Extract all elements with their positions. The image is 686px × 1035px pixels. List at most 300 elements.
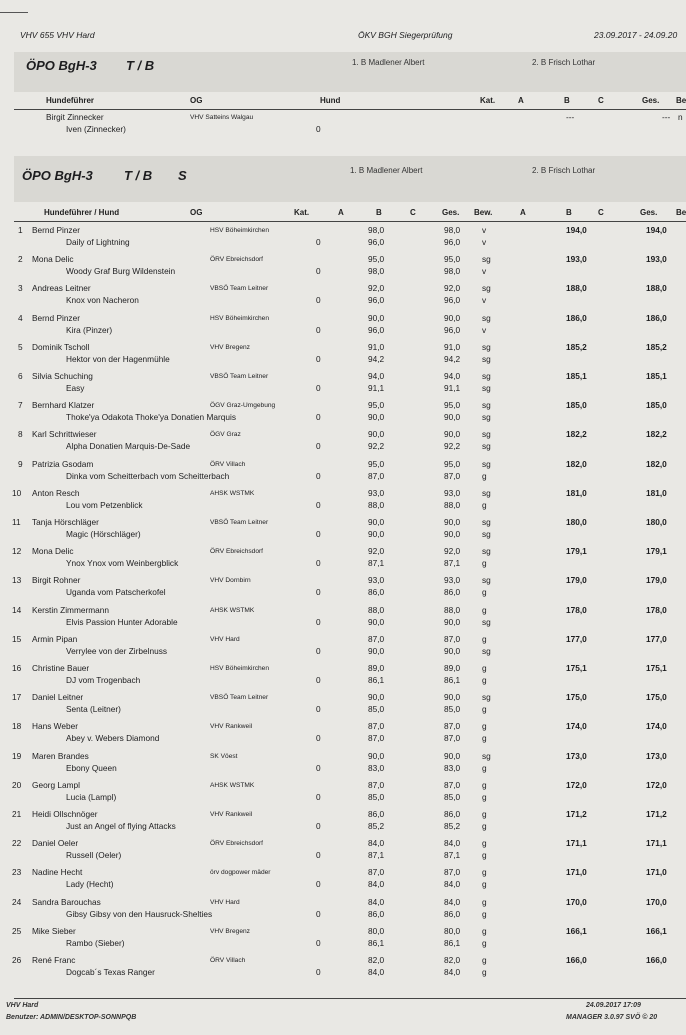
entry-rating-2: v [482,325,487,335]
s2-col-og: OG [190,208,203,217]
entry-rank: 17 [12,692,22,702]
entry-rating-1: sg [482,254,491,264]
entry-b-score-1: 87,0 [368,780,385,790]
header-club: VHV 655 VHV Hard [20,30,95,40]
entry-rating-2: g [482,879,487,889]
entry-b-score-2: 86,0 [368,909,385,919]
entry-b-score-1: 90,0 [368,429,385,439]
entry-dog: Uganda vom Patscherkofel [66,587,166,597]
entry-b-score-1: 88,0 [368,605,385,615]
entry-row-handler [14,517,686,527]
entry-dog: Alpha Donatien Marquis-De-Sade [66,441,191,451]
entry-row-handler [14,634,686,644]
entry-row-dog [14,938,686,948]
entry-sum-b: 181,0 [566,488,587,498]
entry-b-score-1: 84,0 [368,897,385,907]
entry-row-dog [14,529,686,539]
entry-sum-b: 177,0 [566,634,587,644]
footer-club: VHV Hard [6,1002,39,1009]
entry-handler: René Franc [32,955,76,965]
section1-judge1: 1. B Madlener Albert [352,58,425,67]
entry-b-score-1: 98,0 [368,225,385,235]
entry-category: 0 [316,850,321,860]
entry-rating-1: sg [482,751,491,761]
entry-b-score-1: 90,0 [368,313,385,323]
entry-handler: Mona Delic [32,254,74,264]
entry-category: 0 [316,675,321,685]
entry-row-handler [14,867,686,877]
entry-total-score-2: 83,0 [444,763,461,773]
entry-total-score-1: 90,0 [444,751,461,761]
entry-rank: 11 [12,517,21,527]
section2-flag: S [178,168,187,183]
entry-b-score-2: 83,0 [368,763,385,773]
entry-sum-b: 178,0 [566,605,587,615]
entry-club: VHV Bregenz [210,928,250,935]
entry-sum-total: 175,1 [646,663,667,673]
entry-row-dog [14,850,686,860]
entry-rank: 5 [18,342,23,352]
entry-total-score-1: 91,0 [444,342,461,352]
entry-sum-total: 173,0 [646,751,667,761]
entry-b-score-1: 90,0 [368,751,385,761]
entry-rank: 2 [18,254,23,264]
entry-total-score-2: 90,0 [444,617,461,627]
entry-row-handler [14,955,686,965]
entry-rating-1: sg [482,517,491,527]
entry-sum-b: 194,0 [566,225,587,235]
entry-total-score-2: 86,1 [444,675,461,685]
entry-sum-b: 179,1 [566,546,587,556]
entry-rating-2: sg [482,412,491,422]
section1-rule [14,109,686,110]
entry-sum-total: 182,2 [646,429,667,439]
entry-dog: Lou vom Petzenblick [66,500,143,510]
entry-total-score-1: 90,0 [444,429,461,439]
entry-row-dog [14,792,686,802]
entry-rating-2: sg [482,441,491,451]
entry-rank: 3 [18,283,23,293]
entry-rating-2: g [482,909,487,919]
entry-row-dog [14,675,686,685]
entry-total-score-2: 87,0 [444,471,461,481]
entry-dog: Just an Angel of flying Attacks [66,821,176,831]
entry-dog: Russell (Oeler) [66,850,122,860]
entry-row-handler [14,459,686,469]
entry-b-score-2: 87,1 [368,850,385,860]
entry-sum-b: 174,0 [566,721,587,731]
section1-band [14,52,686,92]
entry-b-score-2: 85,2 [368,821,385,831]
entry-club: ÖRV Villach [210,957,246,964]
entry-category: 0 [316,383,321,393]
entry-row-handler [14,546,686,556]
entry-rating-2: g [482,675,487,685]
entry-sum-total: 166,0 [646,955,667,965]
entry-b-score-1: 82,0 [368,955,385,965]
section1-judge2: 2. B Frisch Lothar [532,58,596,67]
section1-row-dog [14,124,686,134]
entry-row-handler [14,342,686,352]
entry-total-score-2: 84,0 [444,879,461,889]
entry-sum-b: 185,1 [566,371,587,381]
s2-col-b2: B [566,208,572,217]
entry-club: VHV Rankweil [210,811,253,818]
entry-handler: Georg Lampl [32,780,80,790]
entry-total-score-2: 94,2 [444,354,461,364]
entry-b-score-2: 90,0 [368,646,385,656]
entry-total-score-2: 96,0 [444,325,461,335]
entry-b-score-1: 87,0 [368,634,385,644]
entry-total-score-2: 86,0 [444,587,461,597]
entry-rating-1: g [482,897,487,907]
entry-rating-2: g [482,500,487,510]
entry-total-score-2: 87,1 [444,558,461,568]
entry-club: VHV Rankweil [210,723,253,730]
entry-total-score-2: 90,0 [444,646,461,656]
entry-sum-b: 170,0 [566,897,587,907]
entry-category: 0 [316,704,321,714]
entry-handler: Dominik Tscholl [32,342,90,352]
entry-club: örv dogpower mäder [210,869,271,876]
s2-col-bew: Bew. [474,208,493,217]
entry-rating-2: g [482,733,487,743]
entry-rating-2: g [482,704,487,714]
entry-club: VHV Hard [210,636,240,643]
entry-club: ÖGV Graz-Umgebung [210,402,276,409]
entry-sum-b: 171,2 [566,809,587,819]
entry-rank: 23 [12,867,22,877]
footer-rule [14,998,686,999]
entry-sum-b: 171,0 [566,867,587,877]
entry-row-dog [14,558,686,568]
entry-total-score-1: 87,0 [444,634,461,644]
entry-club: ÖRV Ebreichsdorf [210,256,264,263]
entry-handler: Daniel Oeler [32,838,79,848]
entry-rank: 25 [12,926,22,936]
entry-rank: 1 [18,225,23,235]
entry-b-score-2: 98,0 [368,266,385,276]
section2-class: T / B [124,168,153,183]
page-edge-line [0,12,28,13]
entry-category: 0 [316,821,321,831]
entry-total-score-1: 90,0 [444,313,461,323]
entry-category: 0 [316,909,321,919]
entry-sum-b: 171,1 [566,838,587,848]
entry-row-dog [14,879,686,889]
entry-sum-total: 166,1 [646,926,667,936]
entry-row-dog [14,237,686,247]
entry-total-score-1: 95,0 [444,254,461,264]
header-event: ÖKV BGH Siegerprüfung [358,30,453,40]
section1-title: ÖPO BgH-3 [26,58,97,73]
entry-sum-b: 173,0 [566,751,587,761]
entry-b-score-2: 86,1 [368,938,385,948]
entry-total-score-2: 90,0 [444,412,461,422]
entry-rating-2: v [482,237,487,247]
entry-total-score-1: 98,0 [444,225,461,235]
entry-row-dog [14,266,686,276]
entry-row-dog [14,821,686,831]
entry-b-score-2: 90,0 [368,529,385,539]
entry-rating-2: sg [482,354,491,364]
entry-rating-1: g [482,780,487,790]
entry-sum-b: 166,0 [566,955,587,965]
s2-col-ges2: Ges. [640,208,658,217]
entry-rating-2: v [482,266,487,276]
footer-printed: 24.09.2017 17:09 [586,1002,641,1009]
entry-row-handler [14,809,686,819]
entry-sum-total: 194,0 [646,225,667,235]
entry-row-dog [14,441,686,451]
entry-club: VBSÖ Team Leitner [210,694,269,701]
entry-rating-2: g [482,471,487,481]
entry-category: 0 [316,879,321,889]
entry-rating-2: g [482,850,487,860]
entry-total-score-1: 87,0 [444,721,461,731]
entry-dog: Easy [66,383,85,393]
entry-category: 0 [316,587,321,597]
entry-handler: Karl Schrittwieser [32,429,97,439]
entry-row-handler [14,429,686,439]
entry-rating-2: sg [482,617,491,627]
entry-b-score-1: 95,0 [368,254,385,264]
entry-rank: 9 [18,459,23,469]
entry-total-score-2: 86,0 [444,909,461,919]
entry-row-dog [14,295,686,305]
s1-col-b: B [564,96,570,105]
s2-col-c1: C [410,208,416,217]
entry-sum-total: 172,0 [646,780,667,790]
entry-total-score-2: 85,0 [444,704,461,714]
entry-sum-total: 188,0 [646,283,667,293]
entry-handler: Daniel Leitner [32,692,84,702]
entry-b-score-1: 92,0 [368,546,385,556]
entry-total-score-1: 95,0 [444,459,461,469]
entry-category: 0 [316,558,321,568]
entry-rank: 14 [12,605,22,615]
entry-rank: 22 [12,838,22,848]
entry-category: 0 [316,471,321,481]
entry-row-dog [14,383,686,393]
entry-rating-1: sg [482,546,491,556]
entry-row-handler [14,254,686,264]
entry-club: VBSÖ Team Leitner [210,519,269,526]
entry-dog: Knox von Nacheron [66,295,139,305]
entry-sum-total: 179,1 [646,546,667,556]
entry-rating-1: sg [482,371,491,381]
entry-sum-total: 180,0 [646,517,667,527]
entry-total-score-1: 92,0 [444,283,461,293]
entry-sum-b: 172,0 [566,780,587,790]
s2-col-a2: A [520,208,526,217]
entry-club: VHV Bregenz [210,344,250,351]
section1-class: T / B [126,58,155,73]
entry-sum-b: 185,0 [566,400,587,410]
entry-b-score-2: 86,0 [368,587,385,597]
entry-rank: 8 [18,429,23,439]
entry-sum-total: 185,2 [646,342,667,352]
entry-category: 0 [316,733,321,743]
entry-row-handler [14,692,686,702]
entry-sum-total: 171,1 [646,838,667,848]
entry-row-dog [14,587,686,597]
entry-sum-b: 179,0 [566,575,587,585]
entry-b-score-1: 86,0 [368,809,385,819]
entry-club: ÖGV Graz [210,431,241,438]
entry-rank: 16 [12,663,22,673]
entry-row-dog [14,354,686,364]
entry-total-score-2: 84,0 [444,967,461,977]
entry-rating-1: sg [482,692,491,702]
entry-category: 0 [316,295,321,305]
section2-band [14,156,686,202]
entry-club: AHSK WSTMK [210,490,255,497]
entry-category: 0 [316,441,321,451]
s2-col-b1: B [376,208,382,217]
entry-rating-1: g [482,634,487,644]
entry-handler: Armin Pipan [32,634,78,644]
entry-rating-1: g [482,955,487,965]
entry-rank: 13 [12,575,22,585]
entry-handler: Sandra Barouchas [32,897,101,907]
entry-dog: Lucia (Lampl) [66,792,117,802]
entry-row-dog [14,500,686,510]
entry-total-score-1: 80,0 [444,926,461,936]
entry-dog: Dinka vom Scheitterbach vom Scheitterbach [66,471,230,481]
entry-handler: Bernd Pinzer [32,313,80,323]
s1-col-bew: Be [676,96,686,105]
entry-handler: Andreas Leitner [32,283,91,293]
s1-extra: n [678,112,683,122]
entry-rating-2: sg [482,646,491,656]
entry-rating-2: g [482,792,487,802]
entry-b-score-2: 94,2 [368,354,385,364]
entry-dog: Magic (Hörschläger) [66,529,141,539]
entry-row-dog [14,704,686,714]
entry-category: 0 [316,646,321,656]
entry-sum-b: 188,0 [566,283,587,293]
entry-rating-1: sg [482,313,491,323]
entry-category: 0 [316,792,321,802]
entry-club: VHV Dornbirn [210,577,251,584]
entry-sum-b: 182,0 [566,459,587,469]
entry-handler: Birgit Rohner [32,575,81,585]
s1-kat: 0 [316,124,321,134]
entry-handler: Nadine Hecht [32,867,83,877]
entry-sum-b: 166,1 [566,926,587,936]
entry-sum-b: 175,1 [566,663,587,673]
entry-sum-total: 186,0 [646,313,667,323]
entry-dog: Elvis Passion Hunter Adorable [66,617,178,627]
entry-rank: 21 [12,809,22,819]
entry-handler: Anton Resch [32,488,80,498]
entry-rank: 7 [18,400,23,410]
s1-dog: Iven (Zinnecker) [66,124,126,134]
entry-rating-1: g [482,838,487,848]
entry-club: ÖRV Ebreichsdorf [210,840,264,847]
entry-total-score-1: 84,0 [444,838,461,848]
s1-b: --- [566,112,575,122]
entry-sum-total: 171,2 [646,809,667,819]
entry-sum-b: 193,0 [566,254,587,264]
entry-dog: Gibsy Gibsy von den Hausruck-Shelties [66,909,213,919]
entry-club: AHSK WSTMK [210,607,255,614]
entry-rating-1: sg [482,283,491,293]
entry-category: 0 [316,938,321,948]
entry-dog: Abey v. Webers Diamond [66,733,160,743]
entry-b-score-2: 96,0 [368,237,385,247]
entry-b-score-1: 90,0 [368,517,385,527]
entry-b-score-1: 95,0 [368,400,385,410]
entry-category: 0 [316,266,321,276]
entry-club: HSV Böheimkirchen [210,227,270,234]
entry-row-dog [14,967,686,977]
s1-col-a: A [518,96,524,105]
s2-col-be: Be [676,208,686,217]
entry-rating-1: sg [482,342,491,352]
entry-dog: Senta (Leitner) [66,704,121,714]
entry-b-score-2: 84,0 [368,879,385,889]
entry-total-score-1: 93,0 [444,575,461,585]
entry-row-dog [14,763,686,773]
entry-b-score-2: 88,0 [368,500,385,510]
entry-row-dog [14,325,686,335]
s2-col-c2: C [598,208,604,217]
entry-total-score-2: 96,0 [444,295,461,305]
entry-rating-2: g [482,587,487,597]
entry-total-score-1: 95,0 [444,400,461,410]
entry-b-score-1: 95,0 [368,459,385,469]
s2-col-kat: Kat. [294,208,310,217]
entry-rating-1: sg [482,459,491,469]
entry-rating-1: sg [482,488,491,498]
entry-total-score-1: 87,0 [444,867,461,877]
entry-row-handler [14,575,686,585]
entry-category: 0 [316,237,321,247]
entry-dog: DJ vom Trogenbach [66,675,141,685]
entry-handler: Christine Bauer [32,663,90,673]
entry-sum-b: 186,0 [566,313,587,323]
section2-rule [14,221,686,222]
entry-rank: 19 [12,751,22,761]
entry-sum-total: 178,0 [646,605,667,615]
section2-judge1: 1. B Madlener Albert [350,166,423,175]
entry-b-score-1: 89,0 [368,663,385,673]
entry-b-score-2: 91,1 [368,383,385,393]
entry-rank: 10 [12,488,22,498]
entry-rank: 15 [12,634,22,644]
entry-sum-b: 180,0 [566,517,587,527]
section1-column-header [14,96,686,108]
entry-row-handler [14,897,686,907]
section2-title: ÖPO BgH-3 [22,168,93,183]
entry-b-score-2: 87,0 [368,733,385,743]
entry-b-score-1: 80,0 [368,926,385,936]
entry-row-handler [14,780,686,790]
entry-sum-total: 170,0 [646,897,667,907]
entry-handler: Patrizia Gsodam [32,459,94,469]
entry-handler: Kerstin Zimmermann [32,605,109,615]
s1-col-handler: Hundeführer [46,96,94,105]
entry-b-score-1: 84,0 [368,838,385,848]
entry-total-score-2: 85,0 [444,792,461,802]
entry-sum-total: 174,0 [646,721,667,731]
footer-user: Benutzer: ADMIN/DESKTOP-SONNPQB [6,1014,137,1021]
entry-b-score-1: 93,0 [368,488,385,498]
s1-col-dog: Hund [320,96,341,105]
entry-sum-total: 193,0 [646,254,667,264]
